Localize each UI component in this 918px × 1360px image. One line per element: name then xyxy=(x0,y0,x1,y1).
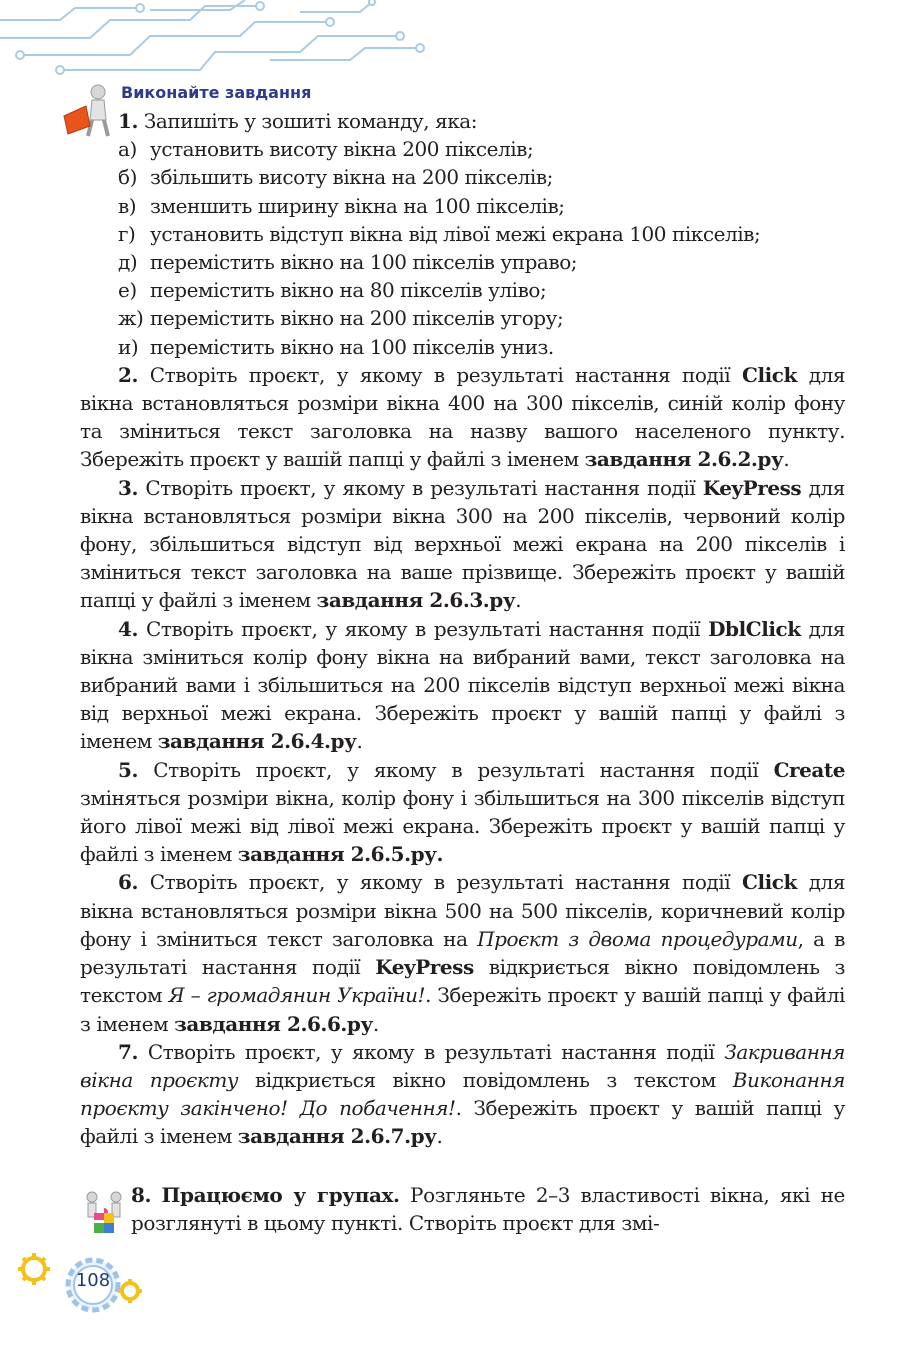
task-2: 2. Створіть проєкт, у якому в результаті настання події Click для вікна встановляться розміри вікна 400 на 300 пікселів, синій колір фону та зміниться текст заголовка на назву вашого населеного пункту. Збережіть проєкт у вашій папці у файлі з іменем завдання 2.6.2.ру. xyxy=(80,362,845,472)
page-footer xyxy=(14,1253,154,1313)
task-4: 4. Створіть проєкт, у якому в результаті настання події DblClick для вікна зміниться колір фону вікна на вибраний вами, текст заголовка на вибраний вами і збільшиться на 200 пікселів відступ верхньої межі вікна від верхньої межі екрана. Збережіть проєкт у вашій папці у файлі з іменем завдання 2.6.4.ру. xyxy=(80,616,845,754)
page-number: 108 xyxy=(75,1270,111,1291)
list-item: и) перемістить вікно на 100 пікселів униз. xyxy=(118,334,554,359)
task-list xyxy=(80,107,845,1151)
circuit-decoration xyxy=(0,0,430,75)
list-item: б) збільшить висоту вікна на 200 пікселів; xyxy=(118,165,553,190)
list-item: а) установить висоту вікна 200 пікселів; xyxy=(118,137,534,162)
task-7: 7. Створіть проєкт, у якому в результаті настання події Закривання вікна проєкту відкриється вікно повідомлень з текстом Виконання проєкту закінчено! До побачення!. Збережіть проєкт у вашій папці у файлі з іменем завдання 2.6.7.ру. xyxy=(80,1039,845,1149)
task-number: 1. xyxy=(118,109,138,133)
section-heading: Виконайте завдання xyxy=(121,83,312,102)
list-item: е) перемістить вікно на 80 пікселів уліво; xyxy=(118,278,547,303)
task-5: 5. Створіть проєкт, у якому в результаті настання події Create зміняться розміри вікна, колір фону і збільшиться на 300 пікселів відступ його лівої межі від лівої межі екрана. Збережіть проєкт у вашій папці у файлі з іменем завдання 2.6.5.ру. xyxy=(80,757,845,867)
task-text: Запишіть у зошиті команду, яка: xyxy=(143,109,478,133)
list-item: г) установить відступ вікна від лівої межі екрана 100 пікселів; xyxy=(118,221,761,246)
task-8: 8. Працюємо у групах. Розгляньте 2–3 властивості вікна, які не розглянуті в цьому пункті. Створіть проєкт для змі- xyxy=(131,1183,845,1236)
task-6: 6. Створіть проєкт, у якому в результаті настання події Click для вікна встановляться розміри вікна 500 на 500 пікселів, коричневий колір фону і зміниться текст заголовка на Проєкт з двома процедурами, а в результаті настання події KeyPress відкриється вікно повідомлень з текстом Я – громадянин України!. Збережіть проєкт у вашій папці у файлі з іменем завдання 2.6.6.ру. xyxy=(80,870,845,1036)
task-1 xyxy=(80,107,845,135)
list-item: д) перемістить вікно на 100 пікселів управо; xyxy=(118,250,578,275)
task-3: 3. Створіть проєкт, у якому в результаті настання події KeyPress для вікна встановляться розміри вікна 300 на 200 пікселів, червоний колір фону, збільшиться відступ від верхньої межі екрана на 200 пікселів і зміниться текст заголовка на ваше прізвище. Збережіть проєкт у вашій папці у файлі з іменем завдання 2.6.3.ру. xyxy=(80,475,845,613)
list-item: ж) перемістить вікно на 200 пікселів угору; xyxy=(118,306,564,331)
group-work-icon xyxy=(82,1189,126,1235)
list-item: в) зменшить ширину вікна на 100 пікселів; xyxy=(118,193,565,218)
